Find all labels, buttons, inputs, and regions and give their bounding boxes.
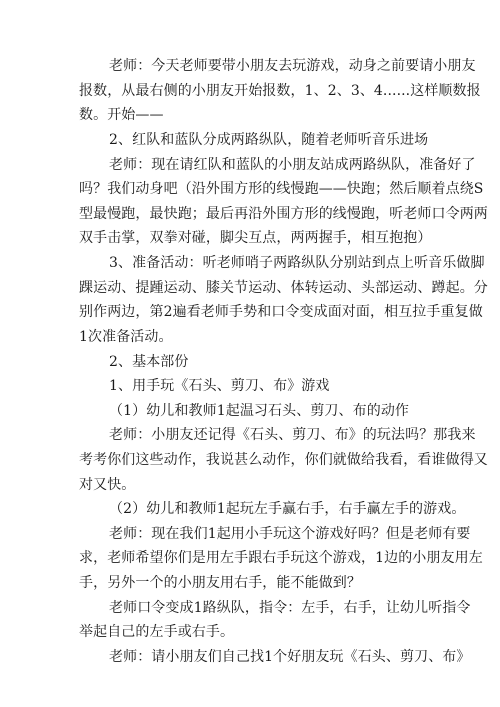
text-line: 老师：今天老师要带小朋友去玩游戏，动身之前要请小朋友 <box>109 58 476 74</box>
text-line: 3、准备活动：听老师哨子两路纵队分别站到点上听音乐做脚 <box>109 255 485 271</box>
text-line: 2、基本部份 <box>109 354 189 370</box>
text-line: （2）幼儿和教师1起玩左手赢右手，右手赢左手的游戏。 <box>109 501 466 517</box>
text-line: 数。开始—— <box>79 107 164 123</box>
text-line: 别作两边，第2遍看老师手势和口令变成面对面，相互拉手重复做 <box>79 304 483 320</box>
text-line: 老师：小朋友还记得《石头、剪刀、布》的玩法吗？那我来 <box>109 427 476 443</box>
text-line: 举起自己的左手或右手。 <box>79 624 235 640</box>
text-line: 老师：请小朋友们自己找1个好朋友玩《石头、剪刀、布》 <box>109 649 471 665</box>
text-line: 吗？我们动身吧（沿外围方形的线慢跑——快跑；然后顺着点绕S <box>79 181 484 197</box>
text-line: 老师：现在我们1起用小手玩这个游戏好吗？但是老师有要 <box>109 526 471 542</box>
text-line: 双手击掌，双拳对碰，脚尖互点，两两握手，相互抱抱） <box>79 230 432 246</box>
text-line: 踝运动、提踵运动、膝关节运动、体转运动、头部运动、蹲起。分 <box>79 280 488 296</box>
text-line: 1、用手玩《石头、剪刀、布》游戏 <box>109 378 330 394</box>
text-line: （1）幼儿和教师1起温习石头、剪刀、布的动作 <box>109 403 410 419</box>
text-line: 1次准备活动。 <box>79 329 173 345</box>
text-line: 考考你们这些动作，我说甚么动作，你们就做给我看，看谁做得又 <box>79 452 488 468</box>
text-line: 2、红队和蓝队分成两路纵队，随着老师听音乐进场 <box>109 132 429 148</box>
text-line: 手，另外一个的小朋友用右手，能不能做到？ <box>79 575 361 591</box>
text-line: 报数，从最右侧的小朋友开始报数，1、2、3、4......这样顺数报 <box>79 83 481 99</box>
text-line: 老师：现在请红队和蓝队的小朋友站成两路纵队，准备好了 <box>109 157 476 173</box>
text-line: 型最慢跑，最快跑；最后再沿外围方形的线慢跑，听老师口令两两 <box>79 206 488 222</box>
text-line: 对又快。 <box>79 477 136 493</box>
text-line: 求，老师希望你们是用左手跟右手玩这个游戏，1边的小朋友用左 <box>79 550 483 566</box>
text-line: 老师口令变成1路纵队，指令：左手，右手，让幼儿听指令 <box>109 600 471 616</box>
